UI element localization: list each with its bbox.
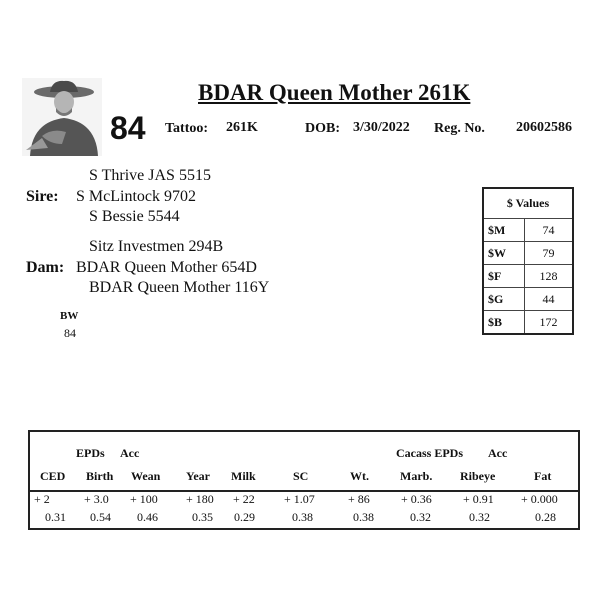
dollar-values-table <box>482 187 574 335</box>
col-header: Wt. <box>350 469 369 483</box>
epd-group-label: EPDs <box>76 446 105 460</box>
dam-sire: Sitz Investmen 294B <box>89 238 224 255</box>
epd-value: + 2 <box>34 492 50 506</box>
col-header: Milk <box>231 469 256 483</box>
tattoo-value: 261K <box>226 120 258 135</box>
col-header: SC <box>293 469 309 483</box>
epd-acc: 0.31 <box>45 510 66 524</box>
table-row <box>483 265 573 288</box>
epd-acc: 0.38 <box>353 510 374 524</box>
dam-name: BDAR Queen Mother 654D <box>76 259 257 276</box>
epd-value: + 0.000 <box>521 492 558 506</box>
col-header: Marb. <box>400 469 433 483</box>
epd-acc-label: Acc <box>120 446 140 460</box>
table-row <box>483 219 573 242</box>
dam-dam: BDAR Queen Mother 116Y <box>89 279 270 296</box>
dollar-value: 79 <box>525 242 574 265</box>
epd-value: + 180 <box>186 492 214 506</box>
carcass-epd-label: Cacass EPDs <box>396 446 464 460</box>
epd-acc: 0.35 <box>192 510 213 524</box>
sire-label: Sire: <box>26 188 59 205</box>
lot-number: 84 <box>110 110 146 146</box>
bw-value: 84 <box>64 326 76 340</box>
col-header: Ribeye <box>460 469 496 483</box>
col-header: Birth <box>86 469 114 483</box>
dollar-values-title: $ Values <box>483 188 573 219</box>
epd-value: + 0.91 <box>463 492 494 506</box>
dollar-key: $F <box>483 265 525 288</box>
sire-name: S McLintock 9702 <box>76 188 196 205</box>
epd-acc: 0.32 <box>410 510 431 524</box>
col-header: Wean <box>131 469 161 483</box>
epd-acc: 0.54 <box>90 510 111 524</box>
dollar-value: 128 <box>525 265 574 288</box>
table-row <box>483 311 573 335</box>
epd-value: + 100 <box>130 492 158 506</box>
epd-acc: 0.29 <box>234 510 255 524</box>
cowboy-logo <box>22 78 102 156</box>
epd-value: + 0.36 <box>401 492 432 506</box>
bw-label: BW <box>60 310 79 322</box>
epd-acc: 0.46 <box>137 510 158 524</box>
table-row <box>483 288 573 311</box>
table-row <box>483 242 573 265</box>
epd-acc: 0.32 <box>469 510 490 524</box>
dob-value: 3/30/2022 <box>353 120 410 135</box>
epd-acc: 0.28 <box>535 510 556 524</box>
dollar-key: $B <box>483 311 525 335</box>
dollar-key: $M <box>483 219 525 242</box>
sire-dam: S Bessie 5544 <box>89 208 180 225</box>
dob-label: DOB: <box>305 121 340 136</box>
col-header: Year <box>186 469 210 483</box>
epd-value: + 86 <box>348 492 370 506</box>
sire-sire: S Thrive JAS 5515 <box>89 167 211 184</box>
dollar-key: $G <box>483 288 525 311</box>
dollar-key: $W <box>483 242 525 265</box>
epd-value: + 1.07 <box>284 492 315 506</box>
reg-label: Reg. No. <box>434 121 485 136</box>
reg-value: 20602586 <box>516 120 572 135</box>
dam-label: Dam: <box>26 259 65 276</box>
col-header: CED <box>40 469 66 483</box>
animal-title: BDAR Queen Mother 261K <box>198 80 471 105</box>
epd-acc: 0.38 <box>292 510 313 524</box>
dollar-value: 44 <box>525 288 574 311</box>
dollar-value: 74 <box>525 219 574 242</box>
epd-value: + 22 <box>233 492 255 506</box>
col-header: Fat <box>534 469 552 483</box>
epd-value: + 3.0 <box>84 492 109 506</box>
dollar-value: 172 <box>525 311 574 335</box>
carcass-acc-label: Acc <box>488 446 508 460</box>
tattoo-label: Tattoo: <box>165 121 209 136</box>
